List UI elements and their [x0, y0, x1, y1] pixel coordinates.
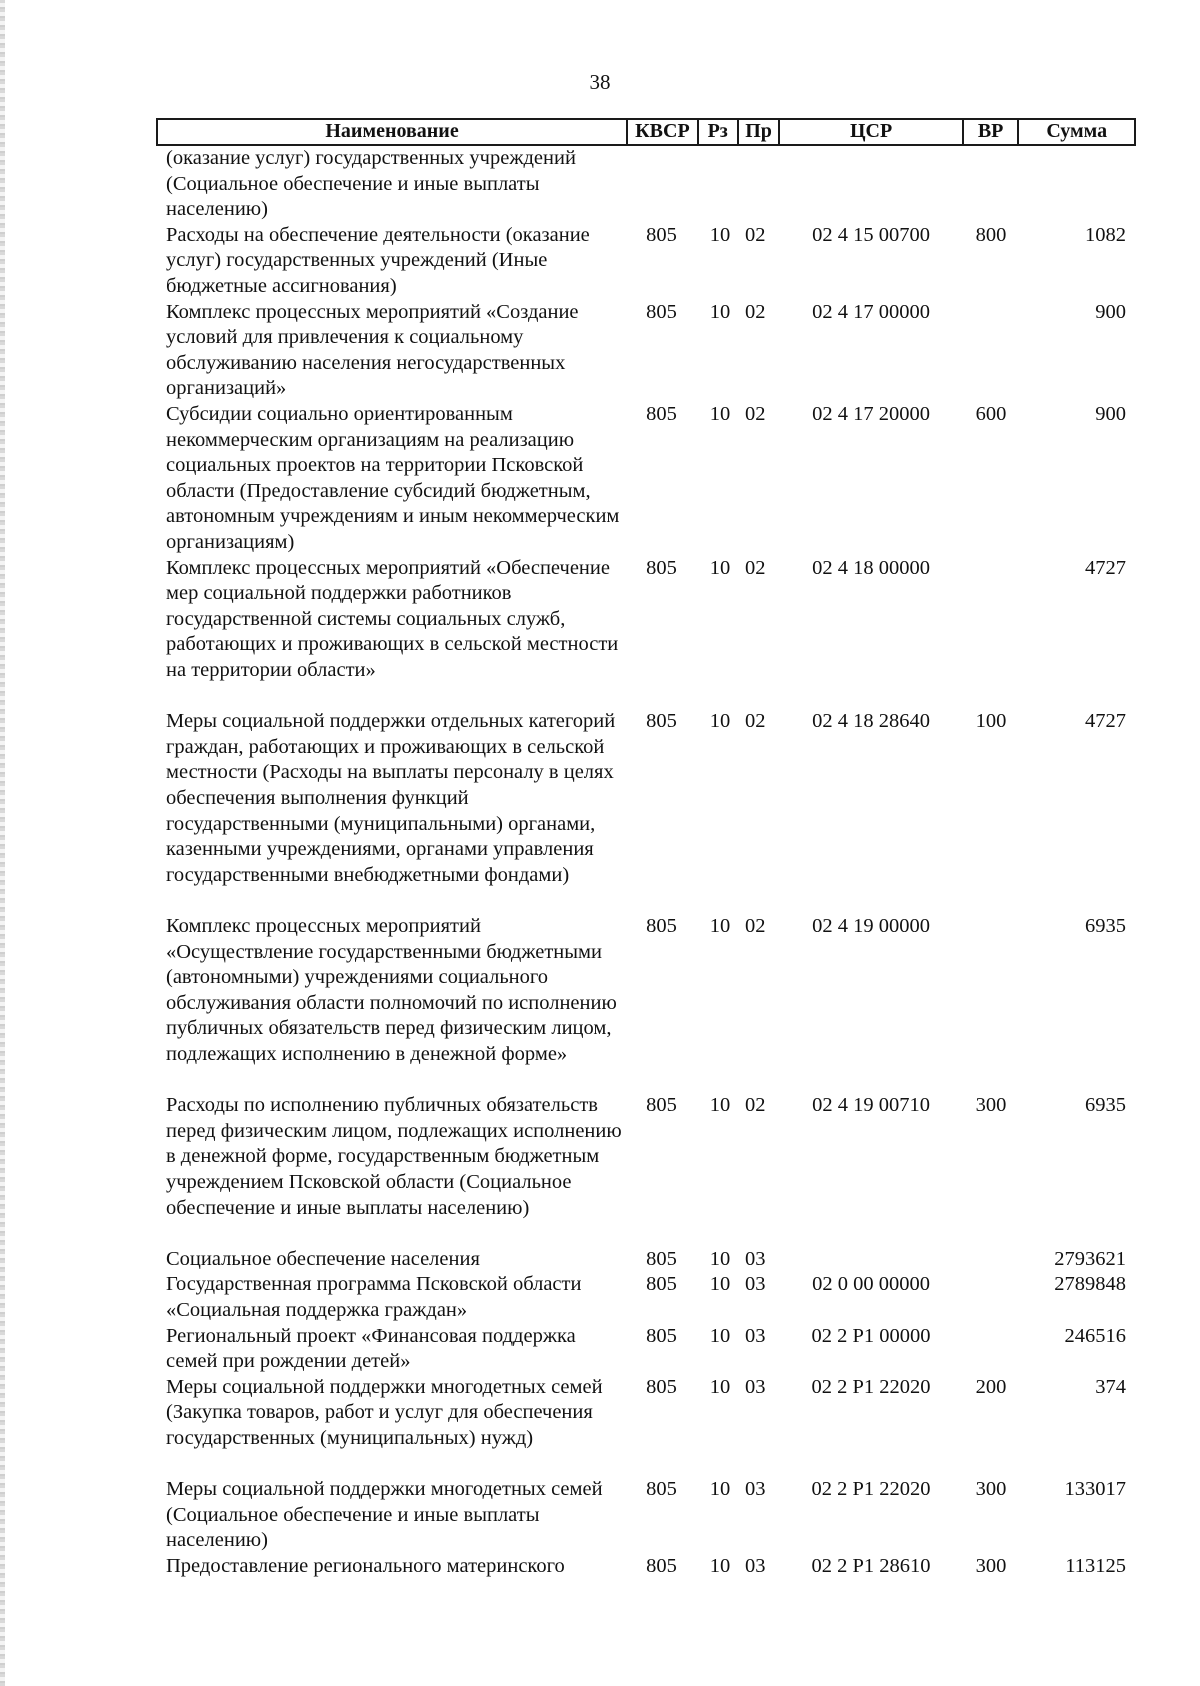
row-pr: 02	[745, 914, 766, 937]
row-vr: 300	[975, 1094, 1007, 1117]
table-row	[156, 1272, 1136, 1323]
row-vr: 300	[975, 1554, 1007, 1577]
row-csr	[779, 146, 963, 223]
row-csr: 02 4 17 00000	[812, 300, 930, 323]
row-csr: 02 4 19 00000	[812, 914, 930, 937]
row-sum: 900	[1095, 300, 1126, 323]
header-name: Наименование	[325, 120, 459, 142]
header-sum: Сумма	[1017, 120, 1134, 144]
row-pr: 02	[745, 223, 766, 246]
row-rz: 10	[709, 1478, 731, 1501]
row-name: Меры социальной поддержки многодетных семей (Закупка товаров, работ и услуг для обеспечения государственных (муниципальных) нужд)	[166, 1375, 603, 1449]
row-pr: 03	[745, 1247, 766, 1270]
row-rz: 10	[709, 1094, 731, 1117]
row-pr: 03	[745, 1478, 766, 1501]
row-csr: 02 2 P1 28610	[811, 1554, 931, 1577]
row-csr: 02 4 17 20000	[812, 402, 930, 425]
table-row	[156, 1093, 1136, 1247]
row-sum: 4727	[1085, 556, 1126, 579]
row-vr	[963, 556, 1019, 710]
row-kvsr: 805	[646, 402, 677, 425]
row-name: Комплекс процессных мероприятий «Создание условий для привлечения к социальному обслуживанию населения негосударственных организаций»	[166, 300, 579, 400]
row-sum: 113125	[1065, 1554, 1126, 1577]
row-rz: 10	[709, 556, 731, 579]
row-kvsr: 805	[646, 914, 677, 937]
row-sum: 133017	[1064, 1478, 1126, 1501]
row-pr: 02	[745, 402, 766, 425]
row-name: Меры социальной поддержки отдельных категорий граждан, работающих и проживающих в сельской местности (Расходы на выплаты персоналу в целях обеспечения выполнения функций государственными (муниципальными) органами, казенными учреждениями, органами управления государственными внебюджетными фондами)	[166, 710, 616, 886]
row-rz	[697, 146, 737, 223]
row-sum: 2793621	[1054, 1247, 1126, 1270]
header-csr: ЦСР	[778, 120, 961, 144]
row-kvsr	[626, 146, 697, 223]
row-sum: 6935	[1085, 1094, 1126, 1117]
row-sum: 2789848	[1054, 1273, 1126, 1296]
row-sum: 246516	[1064, 1324, 1126, 1347]
row-name: Меры социальной поддержки многодетных семей (Социальное обеспечение и иные выплаты населению)	[166, 1478, 603, 1552]
row-sum: 900	[1095, 402, 1126, 425]
row-csr: 02 0 00 00000	[812, 1273, 930, 1296]
row-pr: 03	[745, 1375, 766, 1398]
row-vr	[963, 146, 1019, 223]
row-name: (оказание услуг) государственных учреждений (Социальное обеспечение и иные выплаты населению)	[166, 147, 576, 221]
table-header	[156, 118, 1136, 146]
row-kvsr: 805	[646, 1554, 677, 1577]
row-pr: 03	[745, 1324, 766, 1347]
row-name: Предоставление регионального материнского	[166, 1554, 565, 1577]
row-vr	[963, 300, 1019, 402]
row-csr: 02 4 15 00700	[812, 223, 930, 246]
row-rz: 10	[709, 1324, 731, 1347]
row-csr: 02 2 P1 00000	[811, 1324, 931, 1347]
table-row	[156, 1375, 1136, 1477]
row-name: Расходы по исполнению публичных обязательств перед физическим лицом, подлежащих исполнению в денежной форме, государственным бюджетным учреждением Псковской области (Социальное обеспечение и иные выплаты населению)	[166, 1094, 622, 1219]
row-name: Региональный проект «Финансовая поддержка семей при рождении детей»	[166, 1324, 576, 1373]
table-row	[156, 1247, 1136, 1273]
row-pr: 02	[745, 1094, 766, 1117]
table-row	[156, 402, 1136, 556]
row-name: Социальное обеспечение населения	[166, 1247, 480, 1270]
row-rz: 10	[709, 402, 731, 425]
row-vr: 200	[975, 1375, 1007, 1398]
row-rz: 10	[709, 710, 731, 733]
row-kvsr: 805	[646, 1478, 677, 1501]
row-csr: 02 4 19 00710	[812, 1094, 930, 1117]
row-rz: 10	[709, 223, 731, 246]
row-rz: 10	[709, 914, 731, 937]
row-kvsr: 805	[646, 1094, 677, 1117]
row-name: Субсидии социально ориентированным некоммерческим организациям на реализацию социальных проектов на территории Псковской области (Предоставление субсидий бюджетным, автономным учреждениям и иным некоммерческим организациям)	[166, 402, 620, 553]
row-vr	[963, 1324, 1019, 1375]
row-vr: 800	[975, 223, 1007, 246]
row-name: Государственная программа Псковской области «Социальная поддержка граждан»	[166, 1273, 582, 1321]
row-rz: 10	[709, 1375, 731, 1398]
row-csr: 02 4 18 28640	[812, 710, 930, 733]
row-rz: 10	[709, 1554, 731, 1577]
scan-edge	[0, 0, 5, 1686]
row-kvsr: 805	[646, 300, 677, 323]
row-kvsr: 805	[646, 1375, 677, 1398]
header-rz: Рз	[697, 120, 737, 144]
row-name: Комплекс процессных мероприятий «Осуществление государственными бюджетными (автономными) учреждениями социального обслуживания области полномочий по исполнению публичных обязательств перед физическим лицом, подлежащих исполнению в денежной форме»	[166, 914, 617, 1065]
header-kvsr: КВСР	[626, 120, 697, 144]
row-vr: 300	[975, 1478, 1007, 1501]
row-csr: 02 4 18 00000	[812, 556, 930, 579]
row-pr	[737, 146, 779, 223]
row-csr: 02 2 P1 22020	[811, 1478, 931, 1501]
row-rz: 10	[709, 1247, 731, 1270]
row-vr	[963, 1247, 1019, 1273]
table-row	[156, 1324, 1136, 1375]
row-kvsr: 805	[646, 1247, 677, 1270]
table-row	[156, 223, 1136, 300]
row-sum: 1082	[1085, 223, 1126, 246]
row-sum: 6935	[1085, 914, 1126, 937]
row-pr: 03	[745, 1273, 766, 1296]
table-row	[156, 300, 1136, 402]
row-name: Расходы на обеспечение деятельности (оказание услуг) государственных учреждений (Иные бюджетные ассигнования)	[166, 223, 590, 297]
row-csr: 02 2 P1 22020	[811, 1375, 931, 1398]
row-kvsr: 805	[646, 556, 677, 579]
row-pr: 02	[745, 710, 766, 733]
table-row	[156, 1554, 1136, 1580]
row-rz: 10	[709, 300, 731, 323]
page-number: 38	[589, 70, 611, 94]
header-pr: Пр	[737, 120, 779, 144]
row-vr	[963, 914, 1019, 1093]
row-sum	[1019, 146, 1136, 223]
row-sum: 374	[1095, 1375, 1126, 1398]
row-vr	[963, 1272, 1019, 1323]
row-pr: 02	[745, 556, 766, 579]
table-row	[156, 1477, 1136, 1554]
budget-table	[156, 118, 1136, 1580]
row-rz: 10	[709, 1273, 731, 1296]
table-body	[156, 146, 1136, 1580]
header-vr: ВР	[962, 120, 1018, 144]
table-row	[156, 914, 1136, 1093]
row-kvsr: 805	[646, 1273, 677, 1296]
table-row	[156, 556, 1136, 710]
row-pr: 03	[745, 1554, 766, 1577]
row-vr: 100	[975, 710, 1007, 733]
row-name: Комплекс процессных мероприятий «Обеспечение мер социальной поддержки работников государственной системы социальных служб, работающих и проживающих в сельской местности на территории области»	[166, 556, 619, 681]
row-kvsr: 805	[646, 223, 677, 246]
row-kvsr: 805	[646, 710, 677, 733]
row-sum: 4727	[1085, 710, 1126, 733]
row-csr	[779, 1247, 963, 1273]
row-pr: 02	[745, 300, 766, 323]
table-row	[156, 146, 1136, 223]
table-row	[156, 709, 1136, 914]
row-vr: 600	[975, 402, 1007, 425]
row-kvsr: 805	[646, 1324, 677, 1347]
